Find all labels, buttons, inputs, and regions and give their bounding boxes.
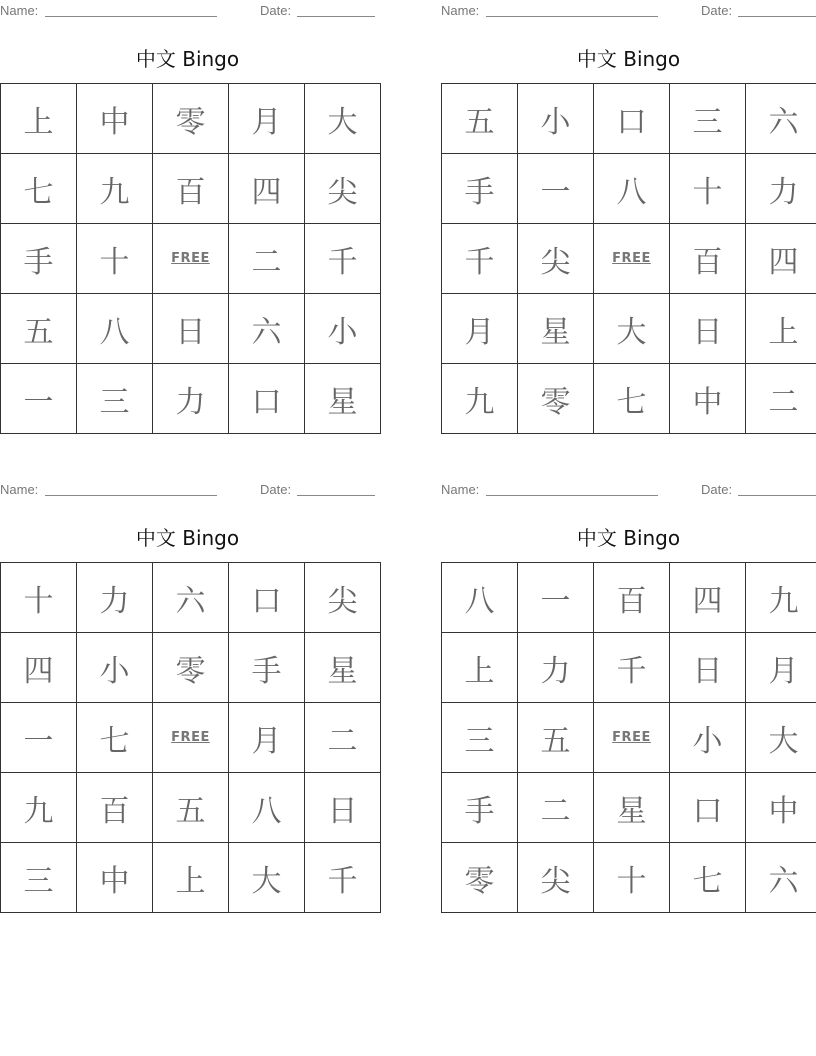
bingo-cell[interactable]: 千 <box>305 224 381 294</box>
bingo-cell[interactable]: 星 <box>594 773 670 843</box>
bingo-cell[interactable]: 中 <box>77 84 153 154</box>
bingo-row <box>1 84 381 154</box>
bingo-cell[interactable]: 三 <box>670 84 746 154</box>
bingo-cell[interactable]: 五 <box>518 703 594 773</box>
bingo-cell[interactable]: 一 <box>518 154 594 224</box>
bingo-cell[interactable]: 五 <box>153 773 229 843</box>
bingo-row <box>1 703 381 773</box>
bingo-cell[interactable]: 六 <box>229 294 305 364</box>
bingo-cell[interactable]: 日 <box>670 633 746 703</box>
bingo-cell[interactable]: 二 <box>746 364 816 434</box>
bingo-row <box>442 364 816 434</box>
bingo-cell[interactable]: 三 <box>442 703 518 773</box>
bingo-cell[interactable]: 五 <box>442 84 518 154</box>
bingo-cell[interactable]: 千 <box>594 633 670 703</box>
bingo-row <box>1 633 381 703</box>
bingo-row <box>442 773 816 843</box>
bingo-row <box>442 294 816 364</box>
bingo-cell[interactable]: 口 <box>670 773 746 843</box>
bingo-cell[interactable]: 力 <box>746 154 816 224</box>
bingo-cell[interactable]: 三 <box>1 843 77 913</box>
name-blank-line[interactable] <box>486 495 658 496</box>
bingo-cell[interactable]: 小 <box>77 633 153 703</box>
bingo-cell[interactable]: 十 <box>77 224 153 294</box>
bingo-cell[interactable]: 八 <box>442 563 518 633</box>
bingo-cell[interactable]: 百 <box>153 154 229 224</box>
bingo-cell[interactable]: 上 <box>153 843 229 913</box>
name-blank-line[interactable] <box>45 495 217 496</box>
bingo-cell[interactable]: 七 <box>77 703 153 773</box>
bingo-cell[interactable]: 手 <box>442 773 518 843</box>
bingo-cell[interactable]: 十 <box>594 843 670 913</box>
bingo-cell[interactable]: 十 <box>1 563 77 633</box>
bingo-row <box>1 773 381 843</box>
bingo-cell[interactable]: 九 <box>77 154 153 224</box>
name-blank-line[interactable] <box>486 16 658 17</box>
card-title: 中文 Bingo <box>576 47 681 71</box>
bingo-card <box>441 0 816 435</box>
bingo-cell[interactable]: 日 <box>305 773 381 843</box>
card-title: 中文 Bingo <box>135 526 240 550</box>
bingo-cell[interactable]: 月 <box>442 294 518 364</box>
bingo-row <box>442 84 816 154</box>
bingo-cell[interactable]: 八 <box>594 154 670 224</box>
bingo-cell[interactable]: 八 <box>229 773 305 843</box>
bingo-cell[interactable]: 大 <box>229 843 305 913</box>
bingo-cell[interactable]: 尖 <box>518 224 594 294</box>
bingo-cell[interactable]: 尖 <box>518 843 594 913</box>
free-space[interactable]: FREE <box>594 224 670 294</box>
bingo-cell[interactable]: 月 <box>746 633 816 703</box>
bingo-cell[interactable]: 百 <box>594 563 670 633</box>
bingo-cell[interactable]: 六 <box>746 84 816 154</box>
name-date-header <box>441 482 816 498</box>
bingo-cell[interactable]: 二 <box>518 773 594 843</box>
bingo-cell[interactable]: 五 <box>1 294 77 364</box>
name-label: Name: <box>0 482 39 497</box>
bingo-cell[interactable]: 星 <box>305 633 381 703</box>
bingo-cell[interactable]: 尖 <box>305 563 381 633</box>
bingo-cell[interactable]: 月 <box>229 84 305 154</box>
bingo-row <box>442 154 816 224</box>
bingo-cell[interactable]: 九 <box>442 364 518 434</box>
bingo-cell[interactable]: 小 <box>670 703 746 773</box>
bingo-cell[interactable]: 四 <box>670 563 746 633</box>
bingo-row <box>1 294 381 364</box>
bingo-cell[interactable]: 百 <box>77 773 153 843</box>
date-blank-line[interactable] <box>297 16 375 17</box>
bingo-cell[interactable]: 七 <box>670 843 746 913</box>
bingo-cell[interactable]: 星 <box>305 364 381 434</box>
bingo-row <box>442 224 816 294</box>
bingo-row <box>1 224 381 294</box>
free-space[interactable]: FREE <box>153 224 229 294</box>
bingo-cell[interactable]: 九 <box>746 563 816 633</box>
date-label: Date: <box>260 482 292 497</box>
bingo-cell[interactable]: 力 <box>77 563 153 633</box>
bingo-grid <box>441 562 816 913</box>
bingo-row <box>442 703 816 773</box>
bingo-cell[interactable]: 千 <box>305 843 381 913</box>
bingo-cell[interactable]: 零 <box>153 633 229 703</box>
bingo-cell[interactable]: 一 <box>1 703 77 773</box>
bingo-cell[interactable]: 小 <box>305 294 381 364</box>
date-label: Date: <box>701 3 733 18</box>
bingo-cell[interactable]: 力 <box>518 633 594 703</box>
bingo-cell[interactable]: 月 <box>229 703 305 773</box>
bingo-cell[interactable]: 一 <box>1 364 77 434</box>
bingo-grid <box>441 83 816 434</box>
free-space[interactable]: FREE <box>153 703 229 773</box>
name-date-header <box>0 482 375 498</box>
bingo-row <box>442 563 816 633</box>
bingo-row <box>1 843 381 913</box>
bingo-cell[interactable]: 六 <box>746 843 816 913</box>
bingo-cell[interactable]: 十 <box>670 154 746 224</box>
date-label: Date: <box>701 482 733 497</box>
bingo-cell[interactable]: 二 <box>229 224 305 294</box>
bingo-cell[interactable]: 口 <box>229 364 305 434</box>
bingo-card <box>0 479 375 914</box>
bingo-cell[interactable]: 手 <box>229 633 305 703</box>
bingo-cell[interactable]: 尖 <box>305 154 381 224</box>
bingo-grid <box>0 562 381 913</box>
bingo-row <box>442 633 816 703</box>
name-date-header <box>441 3 816 19</box>
name-label: Name: <box>0 3 39 18</box>
bingo-cell[interactable]: 中 <box>746 773 816 843</box>
bingo-cell[interactable]: 上 <box>442 633 518 703</box>
bingo-cell[interactable]: 口 <box>229 563 305 633</box>
bingo-cell[interactable]: 四 <box>229 154 305 224</box>
bingo-cell[interactable]: 八 <box>77 294 153 364</box>
bingo-cell[interactable]: 中 <box>77 843 153 913</box>
date-label: Date: <box>260 3 292 18</box>
bingo-cell[interactable]: 口 <box>594 84 670 154</box>
bingo-cell[interactable]: 上 <box>746 294 816 364</box>
bingo-cell[interactable]: 二 <box>305 703 381 773</box>
name-label: Name: <box>441 482 480 497</box>
bingo-cell[interactable]: 零 <box>153 84 229 154</box>
bingo-cell[interactable]: 上 <box>1 84 77 154</box>
date-blank-line[interactable] <box>738 16 816 17</box>
bingo-cell[interactable]: 百 <box>670 224 746 294</box>
bingo-row <box>442 843 816 913</box>
bingo-cell[interactable]: 九 <box>1 773 77 843</box>
bingo-row <box>1 563 381 633</box>
bingo-cell[interactable]: 七 <box>594 364 670 434</box>
date-blank-line[interactable] <box>297 495 375 496</box>
free-space[interactable]: FREE <box>594 703 670 773</box>
card-title: 中文 Bingo <box>135 47 240 71</box>
bingo-cell[interactable]: 大 <box>594 294 670 364</box>
bingo-cell[interactable]: 大 <box>305 84 381 154</box>
bingo-row <box>1 154 381 224</box>
bingo-card <box>0 0 375 435</box>
bingo-cell[interactable]: 零 <box>518 364 594 434</box>
bingo-grid <box>0 83 381 434</box>
bingo-cell[interactable]: 日 <box>153 294 229 364</box>
bingo-cell[interactable]: 四 <box>1 633 77 703</box>
bingo-cell[interactable]: 力 <box>153 364 229 434</box>
bingo-cell[interactable]: 零 <box>442 843 518 913</box>
bingo-card <box>441 479 816 914</box>
card-title: 中文 Bingo <box>576 526 681 550</box>
name-label: Name: <box>441 3 480 18</box>
bingo-cell[interactable]: 千 <box>442 224 518 294</box>
bingo-cell[interactable]: 中 <box>670 364 746 434</box>
bingo-cell[interactable]: 七 <box>1 154 77 224</box>
bingo-cell[interactable]: 六 <box>153 563 229 633</box>
bingo-cell[interactable]: 四 <box>746 224 816 294</box>
bingo-cell[interactable]: 三 <box>77 364 153 434</box>
bingo-cell[interactable]: 一 <box>518 563 594 633</box>
date-blank-line[interactable] <box>738 495 816 496</box>
name-date-header <box>0 3 375 19</box>
bingo-cell[interactable]: 日 <box>670 294 746 364</box>
bingo-cell[interactable]: 手 <box>442 154 518 224</box>
bingo-row <box>1 364 381 434</box>
bingo-cell[interactable]: 星 <box>518 294 594 364</box>
bingo-cell[interactable]: 大 <box>746 703 816 773</box>
bingo-cell[interactable]: 小 <box>518 84 594 154</box>
bingo-cell[interactable]: 手 <box>1 224 77 294</box>
name-blank-line[interactable] <box>45 16 217 17</box>
